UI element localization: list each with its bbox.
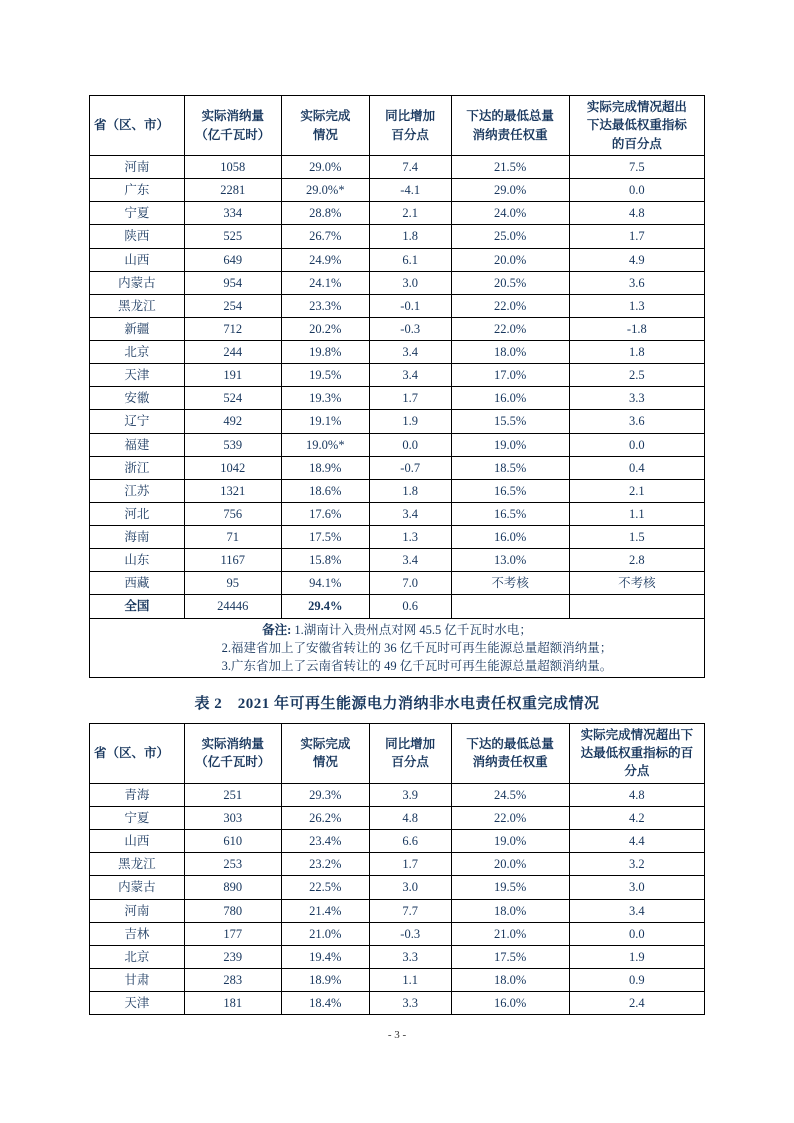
value-cell: 1.9 <box>369 410 451 433</box>
province-cell: 安徽 <box>90 387 185 410</box>
value-cell: 15.5% <box>451 410 569 433</box>
value-cell: 19.0% <box>451 830 569 853</box>
table-2-caption: 表 2 2021 年可再生能源电力消纳非水电责任权重完成情况 <box>194 695 600 712</box>
province-cell: 西藏 <box>90 572 185 595</box>
value-cell: 20.0% <box>451 248 569 271</box>
value-cell: 21.4% <box>281 899 369 922</box>
table-row <box>90 479 705 502</box>
province-cell: 浙江 <box>90 456 185 479</box>
value-cell: 1.8 <box>569 341 704 364</box>
value-cell: 20.2% <box>281 317 369 340</box>
table-row <box>90 248 705 271</box>
value-cell: 17.5% <box>281 526 369 549</box>
value-cell: 29.4% <box>281 595 369 618</box>
value-cell: 1.1 <box>569 502 704 525</box>
value-cell: 29.0% <box>451 179 569 202</box>
value-cell: 18.6% <box>281 479 369 502</box>
value-cell: 4.8 <box>569 202 704 225</box>
value-cell: 2.1 <box>369 202 451 225</box>
value-cell: 239 <box>184 945 281 968</box>
value-cell: 16.0% <box>451 387 569 410</box>
province-cell: 黑龙江 <box>90 853 185 876</box>
value-cell: 2.4 <box>569 992 704 1015</box>
value-cell: 18.0% <box>451 341 569 364</box>
value-cell: 6.1 <box>369 248 451 271</box>
column-header: 同比增加 百分点 <box>369 96 451 156</box>
value-cell: 756 <box>184 502 281 525</box>
page-number: - 3 - <box>387 1029 407 1042</box>
value-cell: 1.9 <box>569 945 704 968</box>
value-cell: 19.4% <box>281 945 369 968</box>
value-cell: 21.5% <box>451 156 569 179</box>
value-cell: 7.4 <box>369 156 451 179</box>
value-cell: 3.4 <box>369 364 451 387</box>
value-cell: 3.6 <box>569 271 704 294</box>
value-cell: 16.0% <box>451 526 569 549</box>
value-cell <box>451 595 569 618</box>
table-row <box>90 968 705 991</box>
province-cell: 天津 <box>90 992 185 1015</box>
province-cell: 内蒙古 <box>90 271 185 294</box>
table-row <box>90 526 705 549</box>
value-cell: 28.8% <box>281 202 369 225</box>
value-cell: 3.0 <box>569 876 704 899</box>
value-cell: 3.3 <box>569 387 704 410</box>
value-cell: 4.9 <box>569 248 704 271</box>
table-row <box>90 595 705 618</box>
value-cell: 539 <box>184 433 281 456</box>
value-cell: 610 <box>184 830 281 853</box>
value-cell: 3.0 <box>369 876 451 899</box>
value-cell: 712 <box>184 317 281 340</box>
table-row <box>90 853 705 876</box>
column-header: 实际消纳量 （亿千瓦时） <box>184 96 281 156</box>
value-cell: 18.9% <box>281 456 369 479</box>
value-cell: 1.3 <box>569 294 704 317</box>
value-cell: 19.0% <box>451 433 569 456</box>
value-cell: 3.3 <box>369 992 451 1015</box>
value-cell: 不考核 <box>569 572 704 595</box>
table-row <box>90 225 705 248</box>
province-cell: 天津 <box>90 364 185 387</box>
value-cell: 0.0 <box>569 179 704 202</box>
table-row <box>90 549 705 572</box>
table-row <box>90 341 705 364</box>
value-cell: 25.0% <box>451 225 569 248</box>
table-row <box>90 387 705 410</box>
table-row <box>90 294 705 317</box>
value-cell: 492 <box>184 410 281 433</box>
column-header: 同比增加 百分点 <box>369 723 451 783</box>
value-cell: 2.1 <box>569 479 704 502</box>
province-cell: 广东 <box>90 179 185 202</box>
column-header: 实际消纳量 （亿千瓦时） <box>184 723 281 783</box>
value-cell: -4.1 <box>369 179 451 202</box>
value-cell: 24.0% <box>451 202 569 225</box>
value-cell: 19.1% <box>281 410 369 433</box>
value-cell: 253 <box>184 853 281 876</box>
value-cell: 954 <box>184 271 281 294</box>
province-cell: 福建 <box>90 433 185 456</box>
column-header: 下达的最低总量 消纳责任权重 <box>451 723 569 783</box>
header-row <box>90 723 705 783</box>
province-cell: 新疆 <box>90 317 185 340</box>
value-cell: 26.2% <box>281 807 369 830</box>
notes-label: 备注: <box>262 622 292 637</box>
value-cell: 23.2% <box>281 853 369 876</box>
value-cell: 19.5% <box>281 364 369 387</box>
province-cell: 山西 <box>90 248 185 271</box>
value-cell: 19.3% <box>281 387 369 410</box>
table-row <box>90 271 705 294</box>
province-cell: 宁夏 <box>90 807 185 830</box>
value-cell: 303 <box>184 807 281 830</box>
value-cell: 29.0% <box>281 156 369 179</box>
table-1-total-consumption-weight <box>89 95 705 678</box>
value-cell: 3.4 <box>369 549 451 572</box>
column-header: 实际完成 情况 <box>281 96 369 156</box>
province-cell: 江苏 <box>90 479 185 502</box>
note-line: 3.广东省加上了云南省转让的 49 亿千瓦时可再生能源总量超额消纳量。 <box>221 658 613 673</box>
value-cell <box>569 595 704 618</box>
province-cell: 全国 <box>90 595 185 618</box>
value-cell: 不考核 <box>451 572 569 595</box>
table-row <box>90 992 705 1015</box>
value-cell: 0.0 <box>369 433 451 456</box>
table-2-nonhydro-consumption-weight <box>89 723 705 1015</box>
value-cell: 29.3% <box>281 783 369 806</box>
value-cell: 2281 <box>184 179 281 202</box>
province-cell: 辽宁 <box>90 410 185 433</box>
value-cell: 2.5 <box>569 364 704 387</box>
value-cell: 19.5% <box>451 876 569 899</box>
value-cell: 7.0 <box>369 572 451 595</box>
column-header: 实际完成 情况 <box>281 723 369 783</box>
value-cell: 16.5% <box>451 479 569 502</box>
value-cell: 4.8 <box>569 783 704 806</box>
table-row <box>90 156 705 179</box>
value-cell: -0.3 <box>369 922 451 945</box>
table-row <box>90 433 705 456</box>
value-cell: 20.0% <box>451 853 569 876</box>
value-cell: 0.6 <box>369 595 451 618</box>
province-cell: 山东 <box>90 549 185 572</box>
value-cell: 649 <box>184 248 281 271</box>
value-cell: -0.1 <box>369 294 451 317</box>
value-cell: 4.2 <box>569 807 704 830</box>
value-cell: 24.1% <box>281 271 369 294</box>
value-cell: 0.9 <box>569 968 704 991</box>
column-header: 实际完成情况超出下 达最低权重指标的百 分点 <box>569 723 704 783</box>
notes-row <box>90 618 705 677</box>
column-header: 省（区、市） <box>90 96 185 156</box>
header-row <box>90 96 705 156</box>
province-cell: 青海 <box>90 783 185 806</box>
value-cell: 22.0% <box>451 294 569 317</box>
value-cell: 17.5% <box>451 945 569 968</box>
value-cell: 18.5% <box>451 456 569 479</box>
value-cell: 7.7 <box>369 899 451 922</box>
table-row <box>90 830 705 853</box>
table-row <box>90 179 705 202</box>
value-cell: -0.3 <box>369 317 451 340</box>
value-cell: 13.0% <box>451 549 569 572</box>
value-cell: 1.5 <box>569 526 704 549</box>
value-cell: 1321 <box>184 479 281 502</box>
province-cell: 北京 <box>90 341 185 364</box>
table-row <box>90 572 705 595</box>
value-cell: 3.4 <box>569 899 704 922</box>
value-cell: 1058 <box>184 156 281 179</box>
column-header: 实际完成情况超出 下达最低权重指标 的百分点 <box>569 96 704 156</box>
province-cell: 山西 <box>90 830 185 853</box>
province-cell: 宁夏 <box>90 202 185 225</box>
value-cell: 95 <box>184 572 281 595</box>
value-cell: 23.4% <box>281 830 369 853</box>
value-cell: 254 <box>184 294 281 317</box>
value-cell: 22.0% <box>451 317 569 340</box>
value-cell: 29.0%* <box>281 179 369 202</box>
table-row <box>90 876 705 899</box>
value-cell: 3.4 <box>369 341 451 364</box>
value-cell: 3.4 <box>369 502 451 525</box>
value-cell: 334 <box>184 202 281 225</box>
province-cell: 内蒙古 <box>90 876 185 899</box>
table-row <box>90 945 705 968</box>
province-cell: 黑龙江 <box>90 294 185 317</box>
value-cell: -1.8 <box>569 317 704 340</box>
value-cell: 0.0 <box>569 922 704 945</box>
province-cell: 河北 <box>90 502 185 525</box>
value-cell: 17.0% <box>451 364 569 387</box>
table-row <box>90 456 705 479</box>
value-cell: 22.5% <box>281 876 369 899</box>
province-cell: 陕西 <box>90 225 185 248</box>
province-cell: 北京 <box>90 945 185 968</box>
value-cell: 16.5% <box>451 502 569 525</box>
value-cell: 1.3 <box>369 526 451 549</box>
table-notes <box>90 618 705 677</box>
value-cell: 177 <box>184 922 281 945</box>
column-header: 下达的最低总量 消纳责任权重 <box>451 96 569 156</box>
value-cell: 3.9 <box>369 783 451 806</box>
value-cell: 6.6 <box>369 830 451 853</box>
value-cell: 283 <box>184 968 281 991</box>
value-cell: 524 <box>184 387 281 410</box>
value-cell: 17.6% <box>281 502 369 525</box>
value-cell: 18.9% <box>281 968 369 991</box>
value-cell: 16.0% <box>451 992 569 1015</box>
value-cell: 71 <box>184 526 281 549</box>
table-row <box>90 410 705 433</box>
value-cell: 2.8 <box>569 549 704 572</box>
value-cell: 3.6 <box>569 410 704 433</box>
value-cell: 0.4 <box>569 456 704 479</box>
value-cell: 94.1% <box>281 572 369 595</box>
value-cell: 3.3 <box>369 945 451 968</box>
value-cell: 525 <box>184 225 281 248</box>
table-row <box>90 783 705 806</box>
value-cell: 18.0% <box>451 968 569 991</box>
table-row <box>90 364 705 387</box>
province-cell: 吉林 <box>90 922 185 945</box>
value-cell: 1167 <box>184 549 281 572</box>
table-row <box>90 922 705 945</box>
value-cell: 3.2 <box>569 853 704 876</box>
value-cell: 22.0% <box>451 807 569 830</box>
value-cell: 1.1 <box>369 968 451 991</box>
province-cell: 河南 <box>90 156 185 179</box>
province-cell: 河南 <box>90 899 185 922</box>
table-row <box>90 807 705 830</box>
value-cell: 15.8% <box>281 549 369 572</box>
value-cell: 890 <box>184 876 281 899</box>
value-cell: 24.9% <box>281 248 369 271</box>
value-cell: 1.7 <box>369 853 451 876</box>
value-cell: 1042 <box>184 456 281 479</box>
value-cell: 181 <box>184 992 281 1015</box>
note-line: 备注: 1.湖南计入贵州点对网 45.5 亿千瓦时水电； <box>262 622 532 637</box>
province-cell: 甘肃 <box>90 968 185 991</box>
value-cell: 23.3% <box>281 294 369 317</box>
value-cell: 1.8 <box>369 225 451 248</box>
value-cell: 4.4 <box>569 830 704 853</box>
value-cell: 1.7 <box>569 225 704 248</box>
table-row <box>90 317 705 340</box>
value-cell: 1.8 <box>369 479 451 502</box>
value-cell: -0.7 <box>369 456 451 479</box>
table-row <box>90 502 705 525</box>
value-cell: 0.0 <box>569 433 704 456</box>
value-cell: 7.5 <box>569 156 704 179</box>
value-cell: 18.4% <box>281 992 369 1015</box>
value-cell: 780 <box>184 899 281 922</box>
value-cell: 244 <box>184 341 281 364</box>
value-cell: 191 <box>184 364 281 387</box>
value-cell: 3.0 <box>369 271 451 294</box>
value-cell: 19.8% <box>281 341 369 364</box>
value-cell: 19.0%* <box>281 433 369 456</box>
province-cell: 海南 <box>90 526 185 549</box>
value-cell: 21.0% <box>451 922 569 945</box>
value-cell: 251 <box>184 783 281 806</box>
column-header: 省（区、市） <box>90 723 185 783</box>
value-cell: 24.5% <box>451 783 569 806</box>
value-cell: 24446 <box>184 595 281 618</box>
value-cell: 20.5% <box>451 271 569 294</box>
value-cell: 26.7% <box>281 225 369 248</box>
table-row <box>90 202 705 225</box>
table-row <box>90 899 705 922</box>
value-cell: 18.0% <box>451 899 569 922</box>
value-cell: 4.8 <box>369 807 451 830</box>
note-line: 2.福建省加上了安徽省转让的 36 亿千瓦时可再生能源总量超额消纳量； <box>221 640 613 655</box>
value-cell: 21.0% <box>281 922 369 945</box>
value-cell: 1.7 <box>369 387 451 410</box>
